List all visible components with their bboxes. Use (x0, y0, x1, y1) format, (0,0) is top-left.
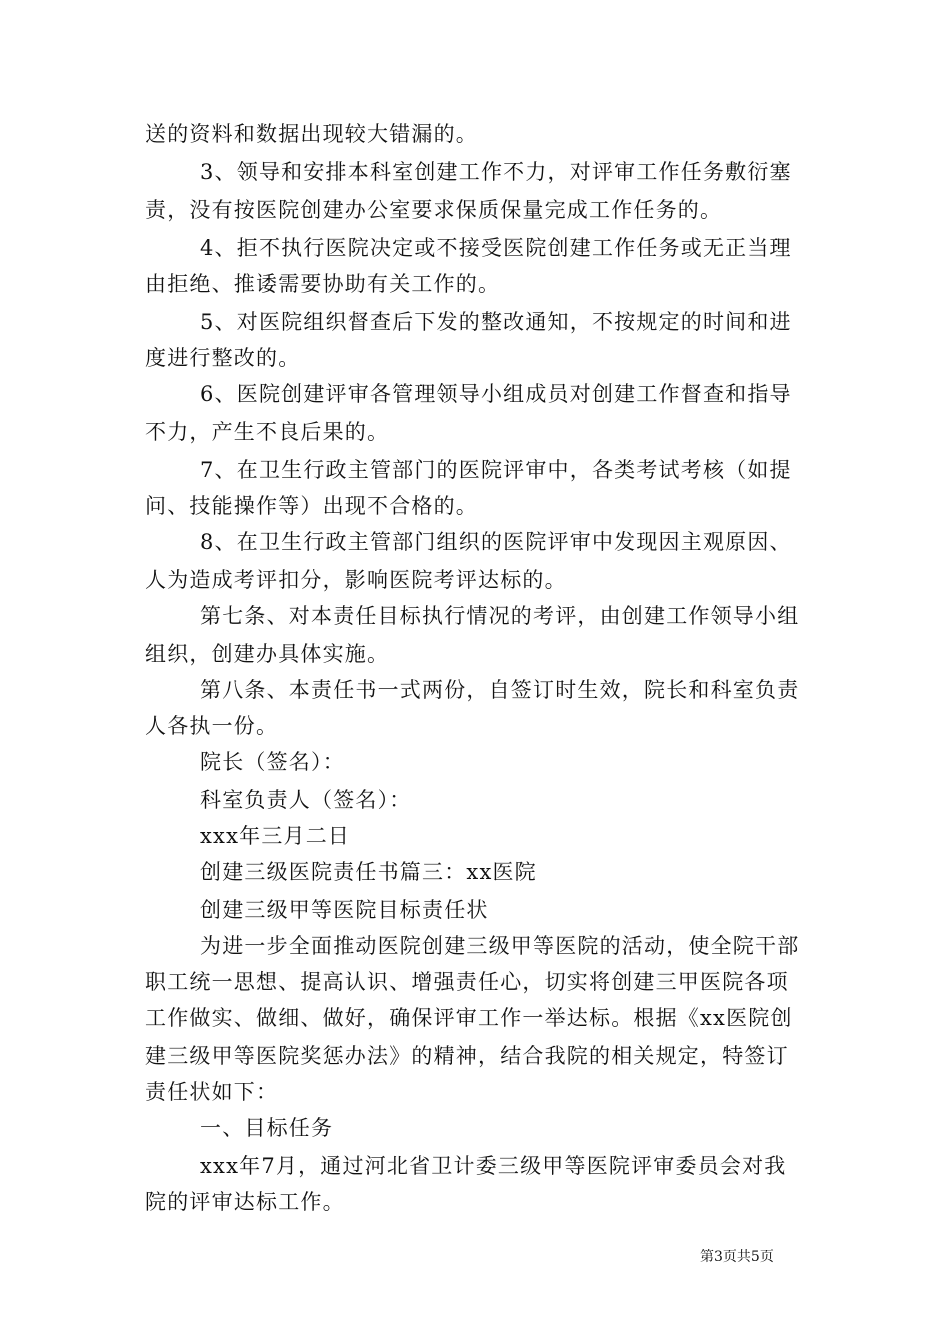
signature-line-president: 院长（签名）： (200, 750, 345, 774)
text-line: 责任状如下： (145, 1080, 279, 1104)
text-line: 问、技能操作等）出现不合格的。 (145, 494, 478, 518)
text-line: 由拒绝、推诿需要协助有关工作的。 (145, 272, 501, 296)
section-title: 创建三级医院责任书篇三：xx医院 (200, 860, 537, 884)
text-line: xxx年7月，通过河北省卫计委三级甲等医院评审委员会对我 (200, 1154, 787, 1178)
text-line: 组织，创建办具体实施。 (145, 642, 390, 666)
text-line: 不力，产生不良后果的。 (145, 420, 390, 444)
text-line: 送的资料和数据出现较大错漏的。 (145, 122, 478, 146)
text-line: 院的评审达标工作。 (145, 1190, 345, 1214)
date-line: xxx年三月二日 (200, 824, 351, 848)
text-line: 建三级甲等医院奖惩办法》的精神，结合我院的相关规定，特签订 (145, 1044, 789, 1068)
page-number-footer: 第3页共5页 (700, 1249, 774, 1265)
text-line: 度进行整改的。 (145, 346, 301, 370)
text-line: 7、在卫生行政主管部门的医院评审中，各类考试考核（如提 (200, 458, 792, 482)
text-line: 5、对医院组织督查后下发的整改通知，不按规定的时间和进 (200, 310, 792, 334)
section-subtitle: 创建三级甲等医院目标责任状 (200, 898, 489, 922)
text-line: 8、在卫生行政主管部门组织的医院评审中发现因主观原因、 (200, 530, 792, 554)
text-line: 为进一步全面推动医院创建三级甲等医院的活动，使全院干部 (200, 934, 800, 958)
text-line: 3、领导和安排本科室创建工作不力，对评审工作任务敷衍塞 (200, 160, 792, 184)
text-line: 责，没有按医院创建办公室要求保质保量完成工作任务的。 (145, 198, 723, 222)
text-line: 4、拒不执行医院决定或不接受医院创建工作任务或无正当理 (200, 236, 792, 260)
text-line: 第七条、对本责任目标执行情况的考评，由创建工作领导小组 (200, 604, 800, 628)
text-line: 工作做实、做细、做好，确保评审工作一举达标。根据《xx医院创 (145, 1006, 793, 1030)
text-line: 人各执一份。 (145, 714, 279, 738)
signature-line-department-head: 科室负责人（签名）： (200, 788, 412, 812)
text-line: 人为造成考评扣分，影响医院考评达标的。 (145, 568, 567, 592)
text-line: 6、医院创建评审各管理领导小组成员对创建工作督查和指导 (200, 382, 792, 406)
text-line: 职工统一思想、提高认识、增强责任心，切实将创建三甲医院各项 (145, 970, 789, 994)
section-heading: 一、目标任务 (200, 1116, 334, 1140)
text-line: 第八条、本责任书一式两份，自签订时生效，院长和科室负责 (200, 678, 800, 702)
